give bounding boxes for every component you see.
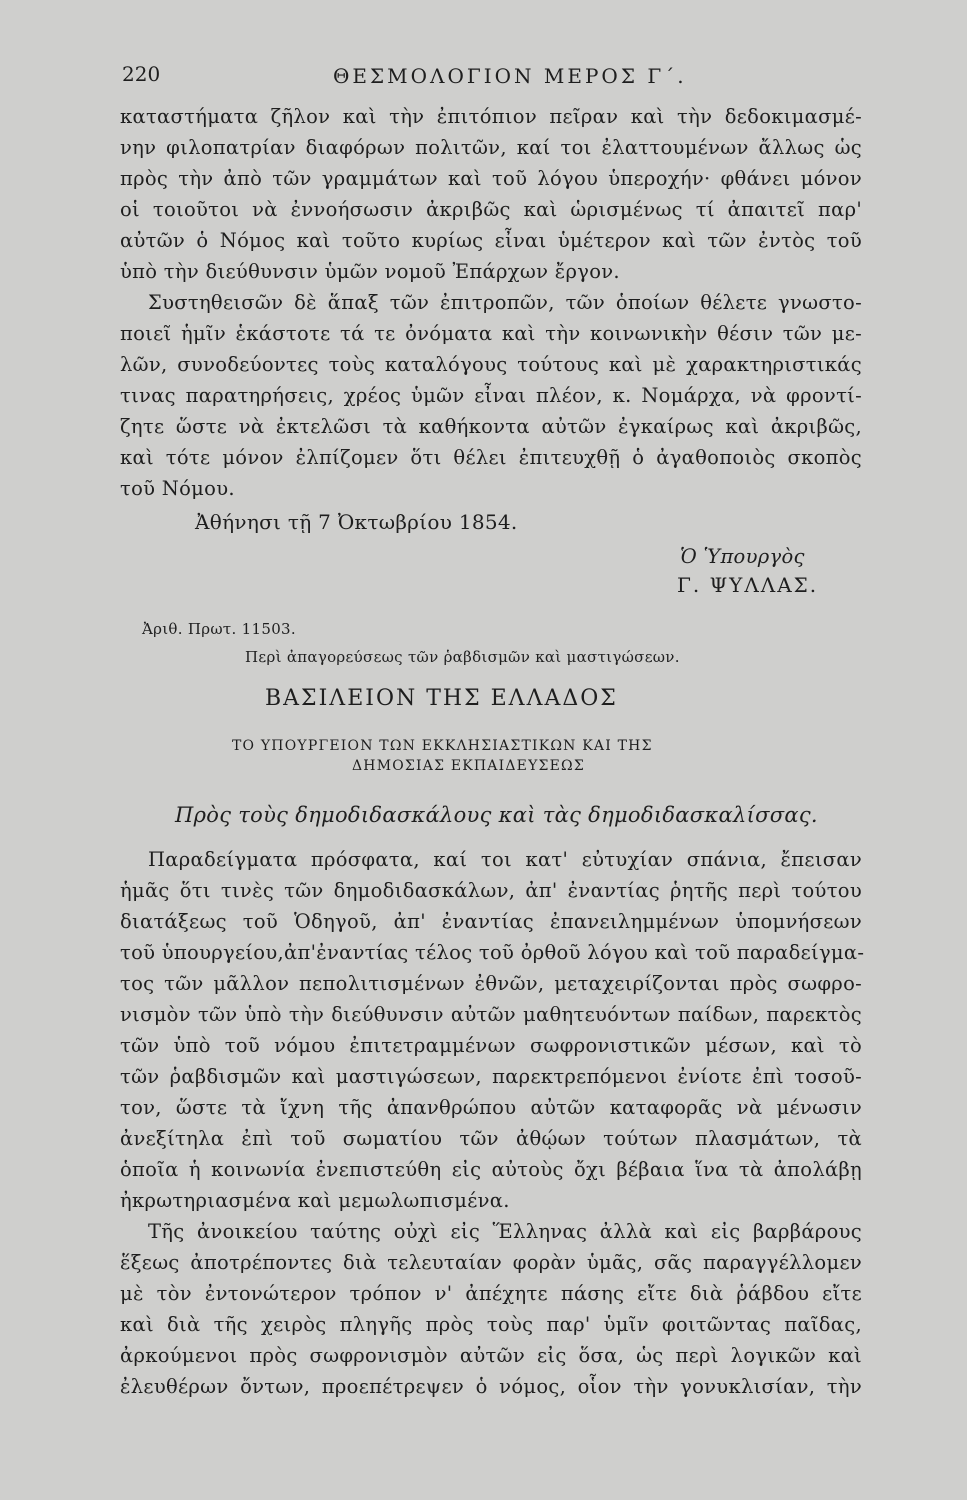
paragraph-line: λῶν, συνοδεύοντες τοὺς καταλόγους τούτους καὶ μὲ χαρακτηριστικάς bbox=[120, 353, 862, 376]
ministry-heading-line2: ΔΗΜΟΣΙΑΣ ΕΚΠΑΙΔΕΥΣΕΩΣ bbox=[352, 758, 585, 774]
ministry-heading-line1: ΤΟ ΥΠΟΥΡΓΕΙΟΝ ΤΩΝ ΕΚΚΛΗΣΙΑΣΤΙΚΩΝ ΚΑΙ ΤΗΣ bbox=[232, 738, 653, 754]
kingdom-heading: ΒΑΣΙΛΕΙΟΝ ΤΗΣ ΕΛΛΑΔΟΣ bbox=[265, 686, 618, 711]
paragraph-line: μὲ τὸν ἐντονώτερον τρόπον ν' ἀπέχητε πάσης εἴτε διὰ ῥάβδου εἴτε bbox=[120, 1282, 862, 1305]
paragraph-line: Παραδείγματα πρόσφατα, καί τοι κατ' εὐτυχίαν σπάνια, ἔπεισαν bbox=[148, 848, 862, 871]
paragraph-line: νισμὸν τῶν ὑπὸ τὴν διεύθυνσιν αὐτῶν μαθητευόντων παίδων, παρεκτὸς bbox=[120, 1003, 862, 1026]
paragraph-line: αὐτῶν ὁ Νόμος καὶ τοῦτο κυρίως εἶναι ὑμέτερον καὶ τῶν ἐντὸς τοῦ bbox=[120, 229, 862, 252]
subject-line: Περὶ ἀπαγορεύσεως τῶν ῥαβδισμῶν καὶ μαστιγώσεων. bbox=[245, 648, 680, 666]
paragraph-line: ἀρκούμενοι πρὸς σωφρονισμὸν αὐτῶν εἰς ὅσα, ὡς περὶ λογικῶν καὶ bbox=[120, 1344, 862, 1367]
paragraph-line: τῶν ῥαβδισμῶν καὶ μαστιγώσεων, παρεκτρεπόμενοι ἐνίοτε ἐπὶ τοσοῦ- bbox=[120, 1065, 862, 1088]
paragraph-line: ἠκρωτηριασμένα καὶ μεμωλωπισμένα. bbox=[120, 1189, 510, 1212]
signature-title: Ὁ Ὑπουργὸς bbox=[680, 545, 805, 568]
paragraph-line: Τῆς ἀνοικείου ταύτης οὐχὶ εἰς Ἕλληνας ἀλλὰ καὶ εἰς βαρβάρους bbox=[148, 1220, 862, 1243]
signature-name: Γ. ΨΥΛΛΑΣ. bbox=[677, 573, 819, 597]
paragraph-line: τοῦ Νόμου. bbox=[120, 477, 235, 500]
paragraph-line: ποιεῖ ἡμῖν ἑκάστοτε τά τε ὀνόματα καὶ τὴν κοινωνικὴν θέσιν τῶν με- bbox=[120, 322, 862, 345]
paragraph-line: ἕξεως ἀποτρέποντες διὰ τελευταίαν φορὰν ὑμᾶς, σᾶς παραγγέλλομεν bbox=[120, 1251, 862, 1274]
paragraph-line: ὑπὸ τὴν διεύθυνσιν ὑμῶν νομοῦ Ἐπάρχων ἔργον. bbox=[120, 260, 620, 283]
date-line: Ἀθήνησι τῇ 7 Ὀκτωβρίου 1854. bbox=[195, 510, 518, 534]
paragraph-line: διατάξεως τοῦ Ὁδηγοῦ, ἀπ' ἐναντίας ἐπανειλημμένων ὑπομνήσεων bbox=[120, 910, 862, 933]
paragraph-line: καὶ τότε μόνον ἐλπίζομεν ὅτι θέλει ἐπιτευχθῇ ὁ ἀγαθοποιὸς σκοπὸς bbox=[120, 446, 862, 469]
paragraph-line: ἡμᾶς ὅτι τινὲς τῶν δημοδιδασκάλων, ἀπ' ἐναντίας ῥητῆς περὶ τούτου bbox=[120, 879, 862, 902]
paragraph-line: ζητε ὥστε νὰ ἐκτελῶσι τὰ καθήκοντα αὐτῶν ἐγκαίρως καὶ ἀκριβῶς, bbox=[120, 415, 862, 438]
paragraph-line: οἱ τοιοῦτοι νὰ ἐννοήσωσιν ἀκριβῶς καὶ ὡρισμένως τί ἀπαιτεῖ παρ' bbox=[120, 198, 862, 221]
paragraph-line: τος τῶν μᾶλλον πεπολιτισμένων ἐθνῶν, μεταχειρίζονται πρὸς σωφρο- bbox=[120, 972, 862, 995]
paragraph-line: τον, ὥστε τὰ ἴχνη τῆς ἀπανθρώπου αὐτῶν καταφορᾶς νὰ μένωσιν bbox=[120, 1096, 862, 1119]
paragraph-line: ὁποῖα ἡ κοινωνία ἐνεπιστεύθη εἰς αὐτοὺς ὄχι βέβαια ἵνα τὰ ἀπολάβῃ bbox=[120, 1158, 862, 1181]
paragraph-line: καὶ διὰ τῆς χειρὸς πληγῆς πρὸς τοὺς παρ' ὑμῖν φοιτῶντας παῖδας, bbox=[120, 1313, 862, 1336]
page-number: 220 bbox=[122, 62, 161, 86]
paragraph-line: ἀνεξίτηλα ἐπὶ τοῦ σωματίου τῶν ἀθῴων τούτων πλασμάτων, τὰ bbox=[120, 1127, 862, 1150]
paragraph-line: Συστηθεισῶν δὲ ἅπαξ τῶν ἐπιτροπῶν, τῶν ὁποίων θέλετε γνωστο- bbox=[148, 291, 862, 314]
paragraph-line: ἐλευθέρων ὄντων, προεπέτρεψεν ὁ νόμος, οἷον τὴν γονυκλισίαν, τὴν bbox=[120, 1375, 862, 1398]
paragraph-line: τῶν ὑπὸ τοῦ νόμου ἐπιτετραμμένων σωφρονιστικῶν μέσων, καὶ τὸ bbox=[120, 1034, 862, 1057]
paragraph-line: νην φιλοπατρίαν διαφόρων πολιτῶν, καί τοι ἐλαττουμένων ἄλλως ὡς bbox=[120, 136, 862, 159]
paragraph-line: καταστήματα ζῆλον καὶ τὴν ἐπιτόπιον πεῖραν καὶ τὴν δεδοκιμασμέ- bbox=[120, 105, 862, 128]
paragraph-line: τοῦ ὑπουργείου,ἀπ'ἐναντίας τέλος τοῦ ὀρθοῦ λόγου καὶ τοῦ παραδείγμα- bbox=[120, 941, 865, 964]
paragraph-line: πρὸς τὴν ἀπὸ τῶν γραμμάτων καὶ τοῦ λόγου ὑπεροχήν· φθάνει μόνον bbox=[120, 167, 862, 190]
running-title: ΘΕΣΜΟΛΟΓΙΟΝ ΜΕΡΟΣ Γ΄. bbox=[333, 64, 687, 88]
paragraph-line: τινας παρατηρήσεις, χρέος ὑμῶν εἶναι πλέον, κ. Νομάρχα, νὰ φροντί- bbox=[120, 384, 862, 407]
addressee-line: Πρὸς τοὺς δημοδιδασκάλους καὶ τὰς δημοδιδασκαλίσσας. bbox=[175, 803, 818, 827]
protocol-number: Ἀριθ. Πρωτ. 11503. bbox=[142, 620, 296, 638]
